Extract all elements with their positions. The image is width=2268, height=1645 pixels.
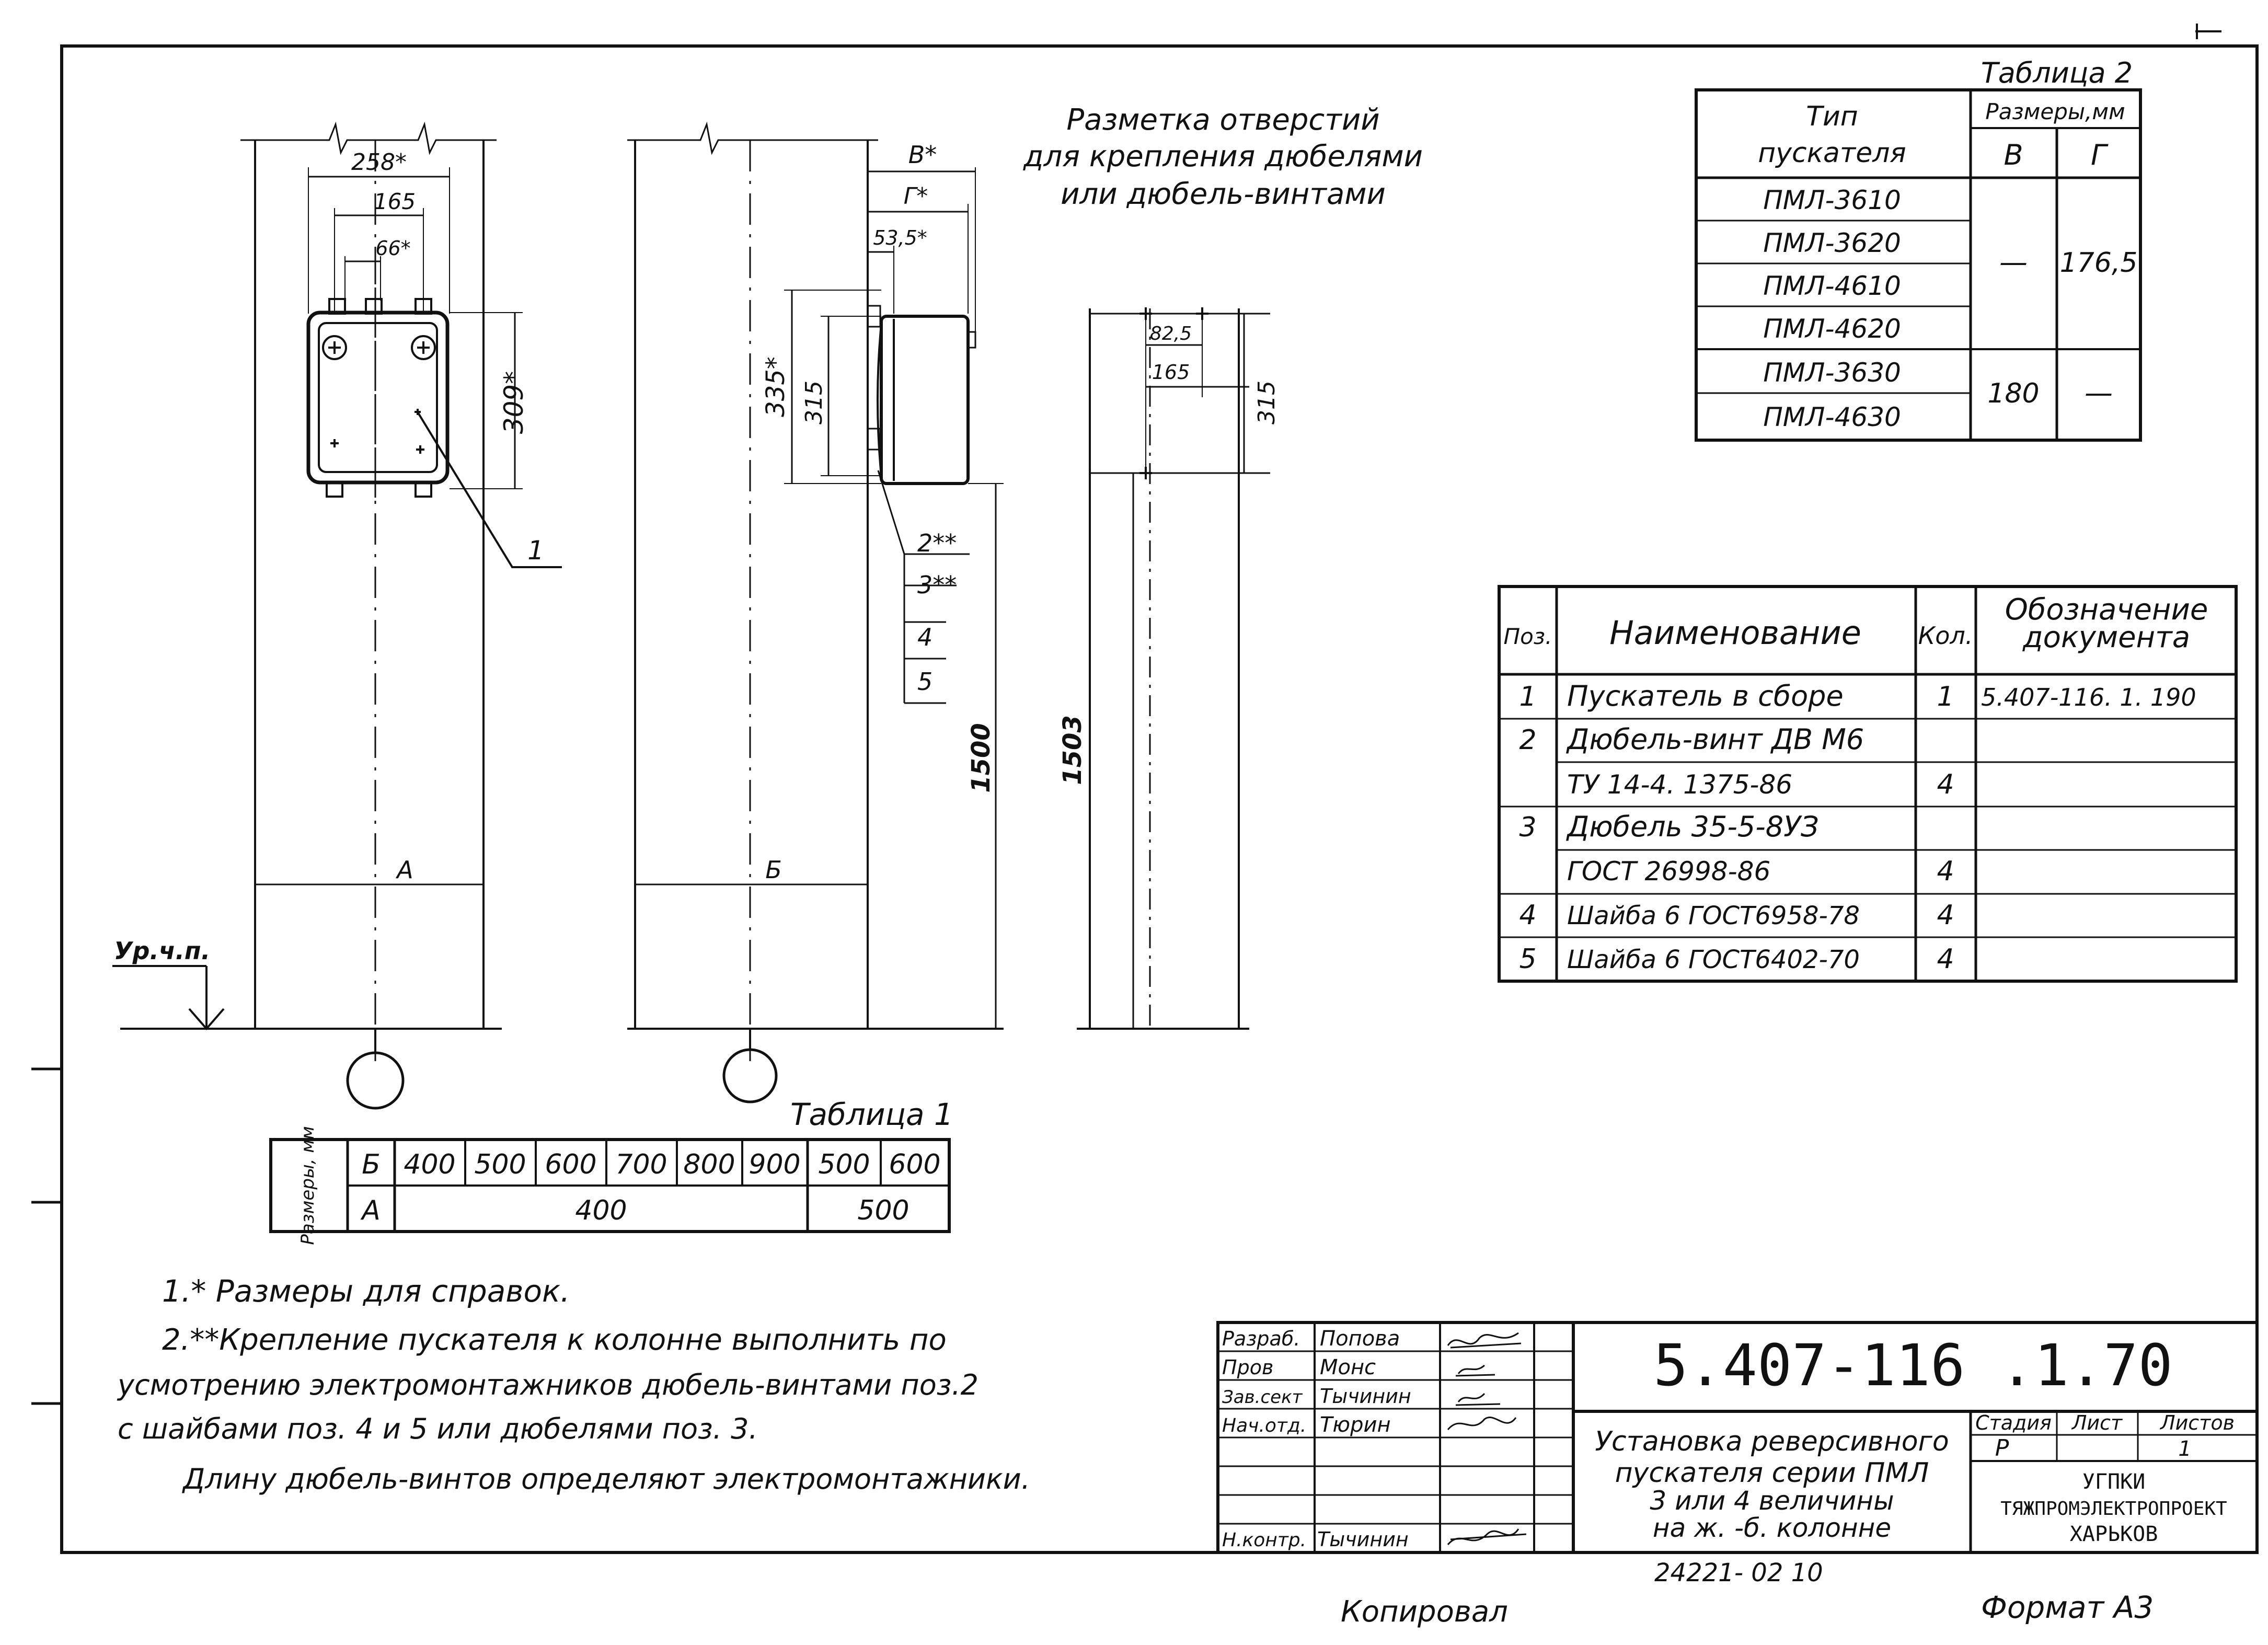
screw-slot	[328, 341, 430, 354]
table1-A-value: 500	[857, 1195, 909, 1226]
table2-row-type: ПМЛ-4610	[1763, 271, 1901, 301]
spec-pos: 3	[1519, 812, 1537, 843]
signature	[1448, 1418, 1516, 1430]
specification-table	[1499, 586, 2236, 981]
spec-qty: 4	[1937, 856, 1954, 887]
table2-row-type: ПМЛ-3610	[1763, 185, 1901, 215]
tb-name: Попова	[1320, 1327, 1400, 1351]
spec-header-doc-1: Обозначение	[2005, 593, 2208, 627]
table1-A-value: 400	[575, 1195, 627, 1226]
spec-name: Шайба 6 ГОСТ6958-78	[1567, 901, 1860, 930]
level-arrow	[189, 966, 224, 1029]
break-line	[240, 124, 497, 153]
spec-header-name: Наименование	[1609, 614, 1861, 652]
table2-row-type: ПМЛ-4620	[1763, 314, 1901, 344]
tb-title-line: пускателя серии ПМЛ	[1615, 1457, 1929, 1489]
tb-title-line: на ж. -б. колонне	[1652, 1513, 1892, 1543]
dim-1500: 1500	[966, 723, 996, 793]
tb-org-line: ТЯЖПРОМЭЛЕКТРОПРОЕКТ	[2000, 1498, 2227, 1520]
table2-row-type: ПМЛ-4630	[1763, 402, 1901, 432]
table2-group1-B: —	[1999, 246, 2028, 279]
dim-G: Г*	[903, 183, 928, 210]
spec-header-pos: Поз.	[1503, 624, 1552, 649]
note-line-4: с шайбами поз. 4 и 5 или дюбелями поз. 3.	[118, 1412, 758, 1445]
table2-row-type: ПМЛ-3620	[1763, 228, 1901, 258]
spec-doc: 5.407-116. 1. 190	[1981, 683, 2196, 711]
dim-335: 335*	[761, 356, 790, 417]
tb-stage-label: Стадия	[1975, 1411, 2052, 1434]
tb-name: Монс	[1320, 1355, 1376, 1379]
note-line-1: 1.* Размеры для справок.	[162, 1273, 570, 1309]
tb-role: Разраб.	[1222, 1327, 1300, 1350]
spec-qty: 1	[1937, 681, 1954, 712]
tb-name: Тычинин	[1320, 1385, 1411, 1408]
table2-row-type: ПМЛ-3630	[1763, 358, 1901, 388]
spec-qty: 4	[1937, 944, 1954, 975]
dim-82: 82,5	[1149, 323, 1192, 344]
spec-pos: 1	[1519, 681, 1537, 712]
spec-pos: 4	[1519, 900, 1537, 931]
tb-name: Тычинин	[1317, 1528, 1409, 1551]
table1-B-value: 700	[615, 1149, 667, 1180]
table2-header-sizes: Размеры,мм	[1985, 99, 2125, 124]
format-label: Формат А3	[1981, 1590, 2154, 1625]
table2-header-B: В	[2004, 139, 2023, 171]
tb-name: Тюрин	[1320, 1413, 1391, 1437]
signature	[1456, 1365, 1495, 1376]
spec-name: Шайба 6 ГОСТ6402-70	[1567, 945, 1860, 974]
dim-53: 53,5*	[873, 226, 927, 249]
table1-B-value: 600	[545, 1149, 597, 1180]
notes	[117, 1273, 1030, 1496]
spec-name: Дюбель 35-5-8УЗ	[1567, 810, 1819, 843]
spec-name: Пускатель в сборе	[1567, 680, 1844, 712]
signature	[1448, 1333, 1521, 1348]
note-line-5: Длину дюбель-винтов определяют электромонтажники.	[183, 1463, 1030, 1496]
dim-315: 315	[801, 381, 827, 424]
dim-1503: 1503	[1058, 715, 1087, 785]
dim-A-label: А	[397, 856, 413, 884]
table1-row-B: Б	[362, 1149, 381, 1180]
spec-header-qty: Кол.	[1918, 622, 1973, 650]
spec-name: ГОСТ 26998-86	[1567, 856, 1771, 887]
doc-number: 5.407-116 .1.70	[1653, 1332, 2173, 1399]
spec-pos: 5	[1519, 944, 1537, 975]
callout-1: 1	[527, 535, 544, 566]
dim-165: 165	[373, 189, 416, 214]
tb-sheet-label: Лист	[2071, 1411, 2123, 1434]
dim-309: 309*	[499, 371, 529, 434]
marking-title-line-3: или дюбель-винтами	[1061, 177, 1386, 211]
tb-org-line: УГПКИ	[2082, 1470, 2146, 1494]
dim-B: В*	[908, 141, 937, 169]
small-screw	[330, 409, 424, 454]
callout-3: 3**	[917, 571, 957, 599]
tb-role: Зав.сект	[1222, 1387, 1303, 1408]
tb-title-line: Установка реверсивного	[1595, 1426, 1949, 1457]
break-line	[627, 124, 878, 153]
table1-B-value: 500	[818, 1149, 870, 1180]
table1-B-value: 900	[749, 1149, 801, 1180]
table-1	[271, 1097, 953, 1245]
front-view	[112, 124, 562, 1108]
callout-5: 5	[917, 668, 933, 696]
dim-B-letter: Б	[765, 856, 782, 884]
signature	[1448, 1529, 1526, 1545]
tb-sheets-label: Листов	[2160, 1411, 2235, 1434]
marking-title-line-1: Разметка отверстий	[1066, 103, 1380, 137]
inventory-number: 24221- 02 10	[1654, 1558, 1823, 1588]
title-block	[1218, 1322, 2257, 1552]
dim-258: 258*	[351, 149, 407, 176]
table2-group1-G: 176,5	[2059, 247, 2138, 279]
side-view	[627, 124, 1004, 1102]
table1-B-value: 600	[889, 1149, 941, 1180]
spec-header-doc-2: документа	[2022, 620, 2191, 654]
copied-by-label: Копировал	[1341, 1595, 1508, 1629]
tb-title-line: 3 или 4 величины	[1650, 1486, 1894, 1516]
spec-qty: 4	[1937, 769, 1954, 800]
table2-title: Таблица 2	[1981, 56, 2133, 89]
table1-B-value: 500	[474, 1149, 526, 1180]
tb-org-line: ХАРЬКОВ	[2069, 1522, 2158, 1546]
tb-role: Пров	[1222, 1356, 1274, 1379]
tb-stage: Р	[1995, 1435, 2009, 1462]
marking-title-line-2: для крепления дюбелями	[1023, 140, 1423, 174]
spec-pos: 2	[1519, 724, 1537, 756]
note-line-2: 2.**Крепление пускателя к колонне выполнить по	[162, 1323, 947, 1357]
table1-title: Таблица 1	[790, 1097, 953, 1132]
table2-header-type-line1: Тип	[1806, 101, 1858, 132]
spec-qty: 4	[1937, 900, 1954, 931]
callout-2: 2**	[917, 529, 957, 557]
spec-name: ТУ 14-4. 1375-86	[1567, 769, 1793, 800]
level-mark: Ур.ч.п.	[114, 937, 211, 965]
tb-sheets: 1	[2178, 1437, 2192, 1461]
table1-side-label: Размеры, мм	[297, 1126, 318, 1245]
dim-66: 66*	[375, 237, 411, 260]
callout-4: 4	[917, 623, 933, 651]
dim-165-marking: 165	[1152, 361, 1190, 384]
dim-315-marking: 315	[1253, 381, 1280, 424]
marking-view	[1058, 307, 1280, 1029]
table1-B-value: 800	[683, 1149, 735, 1180]
table1-B-value: 400	[404, 1149, 456, 1180]
table2-header-type-line2: пускателя	[1758, 137, 1906, 169]
table-2	[1696, 56, 2140, 440]
signature	[1456, 1394, 1500, 1405]
table2-group2-G: —	[2085, 376, 2113, 409]
table2-group2-B: 180	[1987, 378, 2040, 409]
spec-name: Дюбель-винт ДВ М6	[1567, 723, 1864, 756]
tb-role: Н.контр.	[1222, 1529, 1307, 1551]
tb-role: Нач.отд.	[1222, 1415, 1307, 1436]
table1-row-A: А	[362, 1195, 381, 1226]
table2-header-G: Г	[2090, 139, 2107, 171]
note-line-3: усмотрению электромонтажников дюбель-винтами поз.2	[118, 1368, 978, 1401]
